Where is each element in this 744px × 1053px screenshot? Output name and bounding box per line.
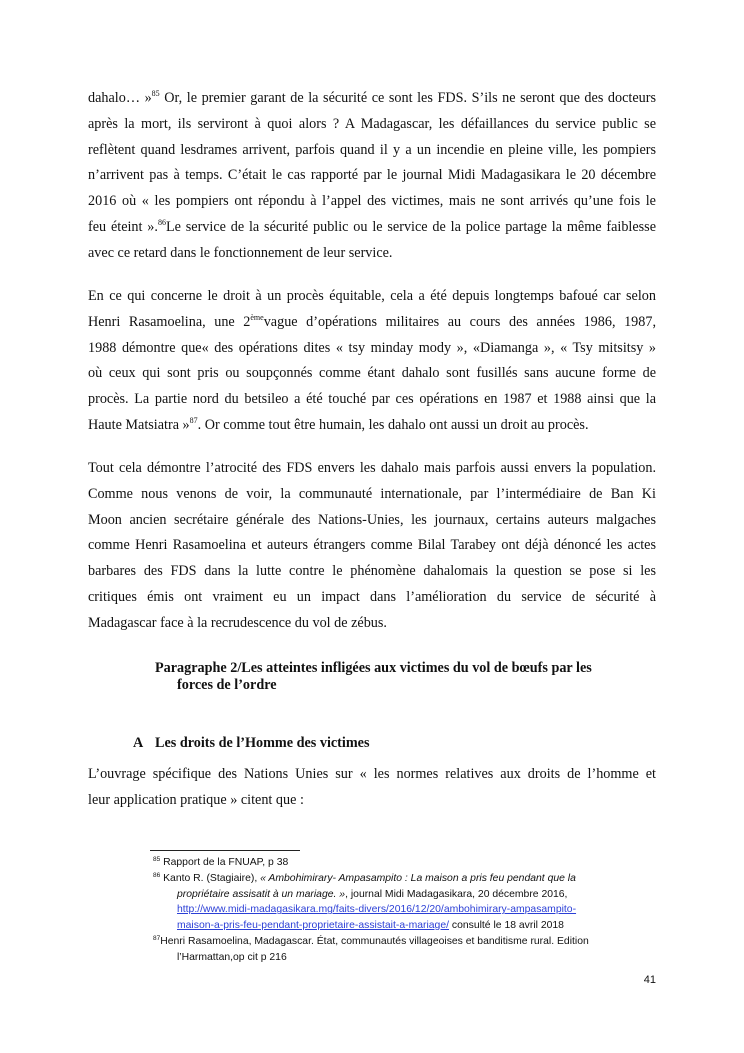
article-title: propriétaire assisatit à un mariage. »	[177, 888, 346, 900]
subsection-heading	[133, 735, 370, 752]
ordinal-superscript: ème	[250, 312, 264, 322]
footnote-text: Kanto R. (Stagiaire),	[160, 873, 261, 884]
footnote-text: l’Harmattan,op cit p 216	[177, 951, 287, 963]
footnote-ref-87[interactable]: 87	[189, 415, 198, 425]
text-line: 2016 où « les pompiers ont répondu à l’appel des victimes, mais ne sont arrivés qu’une fois le	[88, 193, 656, 210]
text: feu éteint ».	[88, 218, 158, 235]
text: Le service de la sécurité public ou le service de la police partage la même faiblesse	[165, 218, 656, 235]
text: Henri Rasamoelina, une 2	[88, 313, 251, 330]
subsection-letter: A	[133, 735, 144, 751]
footnote-87	[153, 934, 663, 965]
text-line: leur application pratique » citent que :	[88, 791, 304, 808]
footnote-ref-86[interactable]: 86	[157, 217, 166, 227]
text: . Or comme tout être humain, les dahalo ont aussi un droit au procès.	[197, 416, 589, 433]
footnote-ref-85[interactable]: 85	[151, 89, 160, 98]
text-line: reflètent quand lesdrames arrivent, parfois quand il y a un incendie en pleine ville, les pompiers	[88, 141, 656, 158]
footnote-text: Rapport de la FNUAP, p 38	[160, 857, 289, 868]
paragraph-2	[88, 284, 656, 439]
page-number: 41	[643, 974, 656, 986]
paragraph-1	[88, 86, 656, 267]
paragraph-4	[88, 762, 656, 814]
text: Haute Matsiatra »	[88, 416, 190, 433]
text-line: Comme nous venons de voir, la communauté internationale, par l’intermédiaire de Ban Ki	[88, 485, 656, 502]
text-line: n’arrivent pas à temps. C’était le cas rapporté par le journal Midi Madagasikara le 20 décembre	[88, 167, 656, 184]
text-line: L’ouvrage spécifique des Nations Unies sur « les normes relatives aux droits de l’homme et	[88, 766, 656, 782]
paragraph-3	[88, 456, 656, 637]
text: Or, le premier garant de la sécurité ce sont les FDS. S’ils ne seront que des docteurs	[159, 90, 656, 106]
text-line: Tout cela démontre l’atrocité des FDS envers les dahalo mais parfois aussi envers la population.	[88, 460, 656, 476]
heading-line: forces de l’ordre	[177, 677, 277, 693]
text-line: avec ce retard dans le fonctionnement de leur service.	[88, 244, 393, 261]
heading-line: Paragraphe 2/Les atteintes infligées aux victimes du vol de bœufs par les	[155, 660, 592, 676]
footnote-number: 87	[153, 935, 161, 942]
article-title: « Ambohimirary- Ampasampito : La maison a pris feu pendant que la	[260, 873, 576, 884]
text-line: Moon ancien secrétaire générale des Nations-Unies, les journaux, certains auteurs malgaches	[88, 511, 656, 528]
footnote-number: 85	[153, 856, 161, 863]
text: vague d’opérations militaires au cours des années 1986, 1987,	[263, 313, 656, 330]
text: dahalo… »	[88, 90, 152, 106]
text-line: 1988 démontre que« des opérations dites « tsy minday mody », «Diamanga », « Tsy mitsitsy »	[88, 339, 656, 356]
footnote-separator	[150, 850, 300, 851]
text-line: comme Henri Rasamoelina et auteurs étrangers comme Bilal Tarabey ont déjà dénoncé les actes	[88, 537, 656, 554]
footnote-text: consulté le 18 avril 2018	[449, 919, 564, 931]
text-line: Madagascar face à la recrudescence du vol de zébus.	[88, 614, 387, 631]
section-heading	[155, 660, 592, 694]
source-link[interactable]: http://www.midi-madagasikara.mg/faits-divers/2016/12/20/ambohimirary-ampasampito-	[177, 904, 577, 916]
text-line: critiques émis ont vraiment eu un impact dans l’amélioration du service de sécurité à	[88, 588, 656, 605]
footnote-text: , journal Midi Madagasikara, 20 décembre 2016,	[345, 888, 568, 900]
footnote-86	[153, 871, 663, 933]
footnote-text: Henri Rasamoelina, Madagascar. État, communautés villageoises et banditisme rural. Edition	[160, 936, 589, 947]
subsection-title: Les droits de l’Homme des victimes	[155, 735, 370, 751]
text-line: où ceux qui sont pris ou soupçonnés comme étant dahalo sont fusillés sans aucune forme de	[88, 365, 656, 382]
text-line: barbares des FDS dans la lutte contre le phénomène dahalomais la question se pose si les	[88, 563, 656, 580]
text-line: En ce qui concerne le droit à un procès équitable, cela a été depuis longtemps bafoué car selon	[88, 288, 656, 304]
source-link[interactable]: maison-a-pris-feu-pendant-proprietaire-assistait-a-mariage/	[177, 919, 449, 931]
footnote-85	[153, 855, 663, 871]
text-line: après la mort, ils serviront à quoi alors ? A Madagascar, les défaillances du service public se	[88, 115, 656, 132]
footnote-number: 86	[153, 872, 161, 879]
text-line: procès. La partie nord du betsileo a été touché par ces opérations en 1987 et 1988 ainsi que la	[88, 391, 656, 408]
